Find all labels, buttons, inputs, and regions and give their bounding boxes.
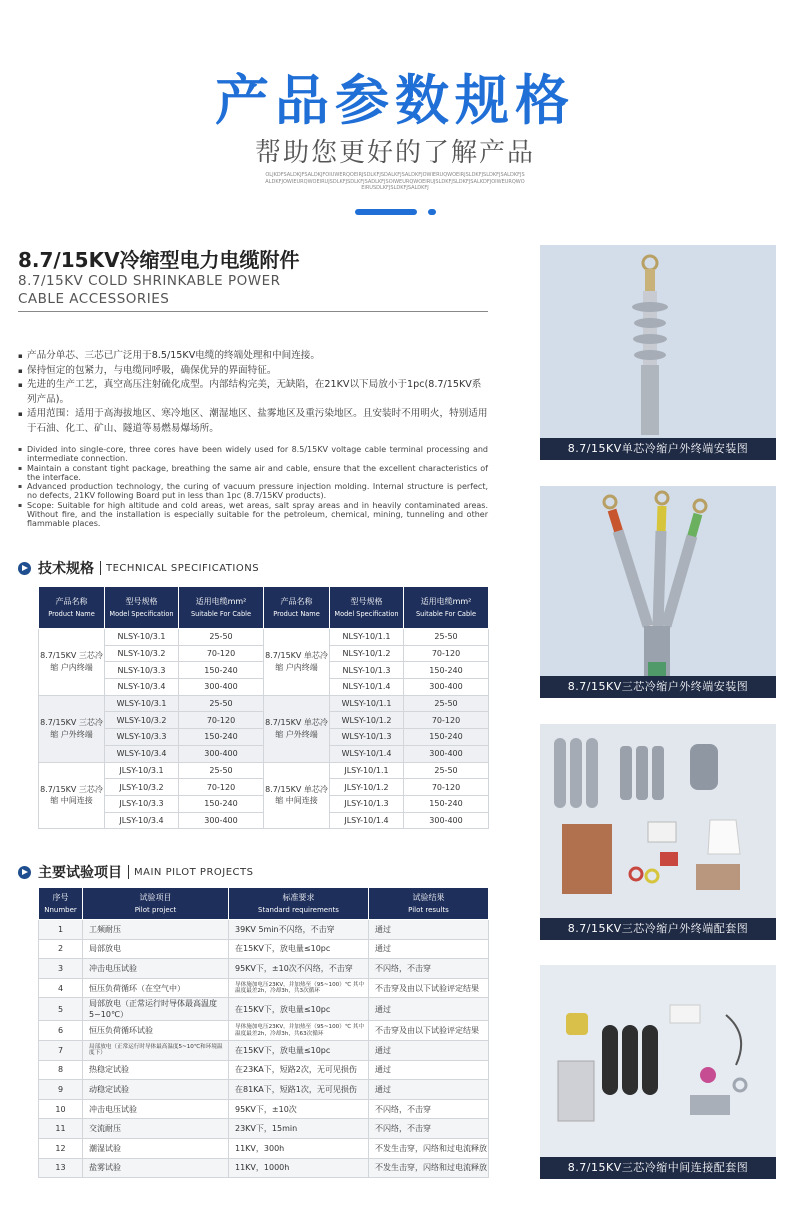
bullet-cn-item: ▪ 保持恒定的包紧力，与电缆同呼吸，确保优异的界面特征。 — [18, 364, 488, 379]
bullet-en-item: ▪ Scope: Suitable for high altitude and cold areas, wet areas, salt spray areas and in heavily contaminated areas. Without fire, and the installation is especially suitable for the petroleum, chemical, mining, tunneling and other flammable places. — [18, 501, 488, 529]
pilot-project: 潮湿试验 — [83, 1138, 229, 1158]
spec-row — [39, 695, 489, 712]
pilot-row — [39, 920, 489, 940]
spec-model: WLSY-10/1.3 — [330, 729, 404, 746]
product-title-en — [18, 272, 281, 308]
spec-product-name: 8.7/15KV 三芯冷缩 中间连接 — [39, 762, 105, 829]
pilot-result: 不发生击穿，闪络和过电流释放 — [369, 1158, 489, 1178]
pilot-standard: 11KV，1000h — [229, 1158, 369, 1178]
spec-model: WLSY-10/3.4 — [105, 745, 179, 762]
spec-table — [38, 586, 489, 829]
pilot-standard: 在15KV下，放电量≤10pc — [229, 1040, 369, 1060]
pilot-result: 不击穿及由以下试验评定结果 — [369, 1021, 489, 1041]
spec-model: NLSY-10/3.2 — [105, 645, 179, 662]
spec-header-cell — [179, 587, 264, 629]
spec-model: WLSY-10/1.4 — [330, 745, 404, 762]
pilot-result: 通过 — [369, 920, 489, 940]
pilot-result: 通过 — [369, 998, 489, 1021]
tech-section-heading — [18, 558, 259, 578]
section-separator — [128, 865, 129, 879]
pilot-number: 1 — [39, 920, 83, 940]
pilot-project: 动稳定试验 — [83, 1080, 229, 1100]
spec-model: WLSY-10/1.2 — [330, 712, 404, 729]
pilot-result: 通过 — [369, 1040, 489, 1060]
pilot-standard: 在81KA下，短路1次，无可见损伤 — [229, 1080, 369, 1100]
photo-caption: 8.7/15KV三芯冷缩户外终端配套图 — [540, 918, 776, 940]
pilot-number: 10 — [39, 1099, 83, 1119]
photo-joint-kit — [540, 965, 776, 1179]
spec-cable-size: 25-50 — [179, 695, 264, 712]
pilot-row — [39, 1040, 489, 1060]
header-accent-dot — [428, 209, 436, 215]
header-cn: 试验结果 — [412, 892, 445, 902]
spec-cable-size: 70-120 — [404, 712, 489, 729]
pilot-row — [39, 998, 489, 1021]
spec-model: NLSY-10/1.1 — [330, 629, 404, 646]
spec-cable-size: 25-50 — [404, 762, 489, 779]
pilot-row — [39, 959, 489, 979]
header-cn: 型号规格 — [350, 596, 383, 606]
spec-row — [39, 629, 489, 646]
spec-model: NLSY-10/1.4 — [330, 679, 404, 696]
spec-cable-size: 150-240 — [179, 729, 264, 746]
header-en: Standard requirements — [258, 905, 339, 914]
spec-model: WLSY-10/3.1 — [105, 695, 179, 712]
spec-model: JLSY-10/3.4 — [105, 812, 179, 829]
bullet-cn-item: ▪ 产品分单芯、三芯已广泛用于8.5/15KV电缆的终端处理和中间连接。 — [18, 349, 488, 364]
spec-model: WLSY-10/3.2 — [105, 712, 179, 729]
header-cn: 产品名称 — [55, 596, 88, 606]
pilot-body — [39, 920, 489, 1178]
page-title: 产品参数规格 — [215, 69, 575, 132]
pilot-table — [38, 887, 489, 1178]
pilot-project: 冲击电压试验 — [83, 959, 229, 979]
pilot-section-title-en: MAIN PILOT PROJECTS — [134, 866, 254, 878]
spec-cable-size: 150-240 — [404, 729, 489, 746]
photo-three-core-terminal — [540, 486, 776, 698]
bullet-en-item: ▪ Advanced production technology, the curing of vacuum pressure injection molding. Internal structure is perfect, no defects, 21KV following Board put in less than 1pc (8.7/15KV products). — [18, 482, 488, 501]
header-en: Product Name — [48, 609, 95, 618]
spec-product-name: 8.7/15KV 单芯冷缩 户内终端 — [264, 629, 330, 696]
pilot-result: 不闪络，不击穿 — [369, 959, 489, 979]
spec-model: NLSY-10/1.2 — [330, 645, 404, 662]
header-cn: 序号 — [52, 892, 69, 902]
bullets-en — [18, 445, 488, 529]
pilot-project: 局部放电（正常运行时导体最高温度5~10℃） — [83, 998, 229, 1021]
pilot-header-row — [39, 888, 489, 920]
pilot-standard: 11KV，300h — [229, 1138, 369, 1158]
pilot-number: 11 — [39, 1119, 83, 1139]
pilot-project: 冲击电压试验 — [83, 1099, 229, 1119]
product-title-en-line1: 8.7/15KV COLD SHRINKABLE POWER — [18, 273, 281, 289]
pilot-number: 4 — [39, 978, 83, 998]
joint-kit-icon — [540, 965, 776, 1157]
spec-cable-size: 70-120 — [179, 645, 264, 662]
spec-cable-size: 300-400 — [179, 679, 264, 696]
pilot-row — [39, 1021, 489, 1041]
terminal-kit-icon — [540, 724, 776, 918]
pilot-project: 热稳定试验 — [83, 1060, 229, 1080]
spec-cable-size: 300-400 — [179, 812, 264, 829]
product-title-en-line2: CABLE ACCESSORIES — [18, 291, 170, 307]
spec-header-row — [39, 587, 489, 629]
pilot-section-heading — [18, 862, 254, 882]
spec-cable-size: 150-240 — [179, 795, 264, 812]
pilot-standard: 39KV 5min不闪络，不击穿 — [229, 920, 369, 940]
spec-model: WLSY-10/3.3 — [105, 729, 179, 746]
spec-model: JLSY-10/1.3 — [330, 795, 404, 812]
pilot-standard: 95KV下，±10次不闪络，不击穿 — [229, 959, 369, 979]
pilot-header-cell — [229, 888, 369, 920]
pilot-standard: 导体施加电压23KV，并加热至（95~100）℃ 其中温度最差2h，冷却3h，共63次循环 — [229, 1021, 369, 1041]
pilot-row — [39, 1158, 489, 1178]
pilot-result: 不闪络，不击穿 — [369, 1119, 489, 1139]
pilot-number: 8 — [39, 1060, 83, 1080]
photo-caption: 8.7/15KV单芯冷缩户外终端安装图 — [540, 438, 776, 460]
pilot-row — [39, 978, 489, 998]
bullet-cn-item: ▪ 先进的生产工艺，真空高压注射硫化成型。内部结构完美，无缺陷，在21KV以下局放小于1pc(8.7/15KV系列产品)。 — [18, 378, 488, 407]
spec-row — [39, 762, 489, 779]
spec-cable-size: 25-50 — [179, 762, 264, 779]
header-cn: 产品名称 — [280, 596, 313, 606]
spec-cable-size: 25-50 — [404, 695, 489, 712]
three-core-terminal-icon — [540, 486, 776, 676]
pilot-header-cell — [83, 888, 229, 920]
header-cn: 适用电缆mm² — [195, 596, 247, 606]
header-en: Suitable For Cable — [415, 609, 477, 618]
spec-product-name: 8.7/15KV 三芯冷缩 户内终端 — [39, 629, 105, 696]
single-core-terminal-icon — [540, 245, 776, 438]
spec-cable-size: 150-240 — [404, 795, 489, 812]
spec-cable-size: 25-50 — [404, 629, 489, 646]
pilot-result: 通过 — [369, 1080, 489, 1100]
spec-cable-size: 70-120 — [404, 779, 489, 796]
spec-cable-size: 70-120 — [179, 779, 264, 796]
spec-cable-size: 300-400 — [404, 679, 489, 696]
section-separator — [100, 561, 101, 575]
pilot-number: 2 — [39, 939, 83, 959]
spec-cable-size: 300-400 — [404, 745, 489, 762]
pilot-project: 交流耐压 — [83, 1119, 229, 1139]
header-cn: 型号规格 — [125, 596, 158, 606]
pilot-standard: 在15KV下，放电量≤10pc — [229, 939, 369, 959]
spec-cable-size: 150-240 — [404, 662, 489, 679]
pilot-project: 盐雾试验 — [83, 1158, 229, 1178]
pilot-standard: 95KV下，±10次 — [229, 1099, 369, 1119]
photo-caption: 8.7/15KV三芯冷缩户外终端安装图 — [540, 676, 776, 698]
play-circle-icon — [18, 866, 31, 879]
pilot-standard: 导体施加电压23KV，并加热至（95~100）℃ 其中温度最差2h，冷却3h，共3次循环 — [229, 978, 369, 998]
spec-model: JLSY-10/3.3 — [105, 795, 179, 812]
pilot-standard: 在15KV下，放电量≤10pc — [229, 998, 369, 1021]
header-en: Model Specification — [334, 609, 399, 618]
pilot-row — [39, 1138, 489, 1158]
pilot-result: 不击穿及由以下试验评定结果 — [369, 978, 489, 998]
product-divider — [18, 311, 488, 312]
header-en: Pilot results — [408, 905, 449, 914]
pilot-number: 13 — [39, 1158, 83, 1178]
pilot-project: 局部放电（正常运行时导体最高温度5~10℃和环境温度下） — [83, 1040, 229, 1060]
header-cn: 适用电缆mm² — [420, 596, 472, 606]
pilot-result: 通过 — [369, 939, 489, 959]
spec-header-cell — [105, 587, 179, 629]
pilot-section-title: 主要试验项目 — [38, 865, 122, 881]
play-circle-icon — [18, 562, 31, 575]
pilot-standard: 在23KA下，短路2次，无可见损伤 — [229, 1060, 369, 1080]
spec-model: NLSY-10/3.4 — [105, 679, 179, 696]
spec-body — [39, 629, 489, 829]
spec-cable-size: 300-400 — [404, 812, 489, 829]
header-en: Model Specification — [109, 609, 174, 618]
pilot-result: 不闪络，不击穿 — [369, 1099, 489, 1119]
pilot-result: 通过 — [369, 1060, 489, 1080]
pilot-standard: 23KV下，15min — [229, 1119, 369, 1139]
page-subtitle: 帮助您更好的了解产品 — [254, 138, 535, 168]
pilot-number: 5 — [39, 998, 83, 1021]
spec-cable-size: 300-400 — [179, 745, 264, 762]
spec-product-name: 8.7/15KV 单芯冷缩 中间连接 — [264, 762, 330, 829]
spec-model: JLSY-10/3.1 — [105, 762, 179, 779]
header-en: Suitable For Cable — [190, 609, 252, 618]
bullets-cn — [18, 349, 488, 436]
pilot-number: 7 — [39, 1040, 83, 1060]
spec-product-name: 8.7/15KV 单芯冷缩 户外终端 — [264, 695, 330, 762]
tech-section-title-en: TECHNICAL SPECIFICATIONS — [106, 562, 260, 574]
pilot-number: 6 — [39, 1021, 83, 1041]
photo-terminal-kit — [540, 724, 776, 940]
spec-model: NLSY-10/3.3 — [105, 662, 179, 679]
spec-model: JLSY-10/3.2 — [105, 779, 179, 796]
header-en: Product Name — [273, 609, 320, 618]
pilot-row — [39, 1099, 489, 1119]
spec-cable-size: 25-50 — [179, 629, 264, 646]
header-en: Pilot project — [134, 905, 177, 914]
spec-header-cell — [404, 587, 489, 629]
header-cn: 标准要求 — [282, 892, 315, 902]
spec-product-name: 8.7/15KV 三芯冷缩 户外终端 — [39, 695, 105, 762]
spec-model: JLSY-10/1.4 — [330, 812, 404, 829]
spec-cable-size: 70-120 — [404, 645, 489, 662]
spec-model: JLSY-10/1.2 — [330, 779, 404, 796]
pilot-project: 恒压负荷循环（在空气中） — [83, 978, 229, 998]
bullet-en-item: ▪ Maintain a constant tight package, breathing the same air and cable, ensure that the excellent characteristics of the interface. — [18, 464, 488, 483]
pilot-row — [39, 1060, 489, 1080]
spec-model: NLSY-10/1.3 — [330, 662, 404, 679]
tech-section-title: 技术规格 — [38, 561, 94, 577]
bullet-cn-item: ▪ 适用范围：适用于高海拔地区、寒冷地区、潮湿地区、盐雾地区及重污染地区。且安装时不用明火，特别适用于石油、化工、矿山、隧道等易燃易爆场所。 — [18, 407, 488, 436]
header-fineprint: OLJKDFSALDKJFSALDKJFOIUWERQOEIRJSDLKFJSDALKFJSALDKFJOWIERUQWOEIRJSLDKFJSLDKFJSALDKFJSALDKFJOWIEURQWOEIRUJSDLKFJSDLKFJSADLKFJSOIWEURQWOEIRUJSLDKFJSLDKFJSALKDFJOIWEURQWOEIRUSDLKFJSLDKFJSALDKFJ — [265, 172, 525, 191]
spec-model: WLSY-10/1.1 — [330, 695, 404, 712]
pilot-header-cell — [39, 888, 83, 920]
photo-single-core-terminal — [540, 245, 776, 460]
pilot-project: 局部放电 — [83, 939, 229, 959]
spec-model: JLSY-10/1.1 — [330, 762, 404, 779]
pilot-project: 恒压负荷循环试验 — [83, 1021, 229, 1041]
header-cn: 试验项目 — [139, 892, 172, 902]
header-accent-bar — [355, 209, 417, 215]
spec-header-cell — [39, 587, 105, 629]
spec-header-cell — [330, 587, 404, 629]
spec-cable-size: 70-120 — [179, 712, 264, 729]
pilot-row — [39, 1080, 489, 1100]
pilot-result: 不发生击穿，闪络和过电流释放 — [369, 1138, 489, 1158]
spec-cable-size: 150-240 — [179, 662, 264, 679]
spec-model: NLSY-10/3.1 — [105, 629, 179, 646]
product-title: 8.7/15KV冷缩型电力电缆附件 — [18, 248, 300, 272]
spec-header-cell — [264, 587, 330, 629]
pilot-number: 12 — [39, 1138, 83, 1158]
photo-caption: 8.7/15KV三芯冷缩中间连接配套图 — [540, 1157, 776, 1179]
pilot-row — [39, 1119, 489, 1139]
header-en: Nnumber — [44, 905, 77, 914]
pilot-row — [39, 939, 489, 959]
pilot-number: 9 — [39, 1080, 83, 1100]
pilot-number: 3 — [39, 959, 83, 979]
bullet-en-item: ▪ Divided into single-core, three cores have been widely used for 8.5/15KV voltage cable terminal processing and intermediate connection. — [18, 445, 488, 464]
pilot-header-cell — [369, 888, 489, 920]
pilot-project: 工频耐压 — [83, 920, 229, 940]
